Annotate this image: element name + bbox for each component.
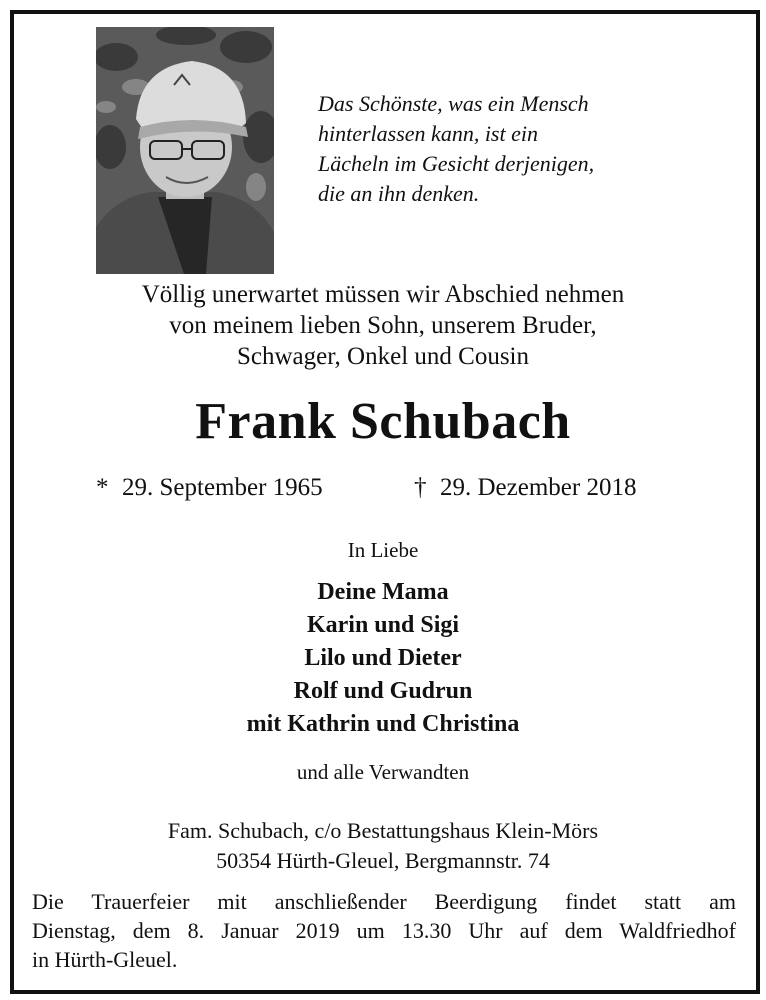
deceased-name: Frank Schubach xyxy=(195,393,571,450)
birth-date xyxy=(96,472,323,504)
mourner-name: mit Kathrin und Christina xyxy=(246,711,520,737)
funeral-line: Dienstag, dem 8. Januar 2019 um 13.30 Uhr auf dem Waldfriedhof xyxy=(32,918,736,943)
announcement-line: Völlig unerwartet müssen wir Abschied nehmen xyxy=(141,281,625,308)
quote-line: hinterlassen kann, ist ein xyxy=(318,121,538,146)
relatives-line: und alle Verwandten xyxy=(296,760,470,784)
contact-address xyxy=(0,816,766,876)
address-line: Fam. Schubach, c/o Bestattungshaus Klein-Mörs xyxy=(167,818,599,843)
quote-line: die an ihn denken. xyxy=(318,181,480,206)
death-date xyxy=(414,472,636,504)
quote-line: Lächeln im Gesicht derjenigen, xyxy=(318,151,595,176)
memorial-quote xyxy=(318,89,718,209)
mourner-list xyxy=(0,576,766,741)
birth-star-icon: * xyxy=(96,474,109,501)
funeral-line: in Hürth-Gleuel. xyxy=(32,947,178,972)
funeral-line: Die Trauerfeier mit anschließender Beerdigung findet statt am xyxy=(32,889,736,914)
birth-date-text: 29. September 1965 xyxy=(122,474,323,501)
mourner-name: Deine Mama xyxy=(317,579,449,605)
announcement-line: Schwager, Onkel und Cousin xyxy=(236,343,530,370)
funeral-notice xyxy=(32,887,736,974)
portrait-photo xyxy=(96,27,274,274)
in-love-label: In Liebe xyxy=(347,538,419,562)
death-cross-icon: † xyxy=(414,474,427,501)
quote-line: Das Schönste, was ein Mensch xyxy=(318,91,589,116)
mourner-name: Lilo und Dieter xyxy=(304,645,462,671)
death-date-text: 29. Dezember 2018 xyxy=(440,474,637,501)
announcement-line: von meinem lieben Sohn, unserem Bruder, xyxy=(169,312,597,339)
mourner-name: Karin und Sigi xyxy=(306,612,460,638)
address-line: 50354 Hürth-Gleuel, Bergmannstr. 74 xyxy=(216,848,550,873)
announcement-text xyxy=(0,279,766,372)
mourner-name: Rolf und Gudrun xyxy=(293,678,473,704)
